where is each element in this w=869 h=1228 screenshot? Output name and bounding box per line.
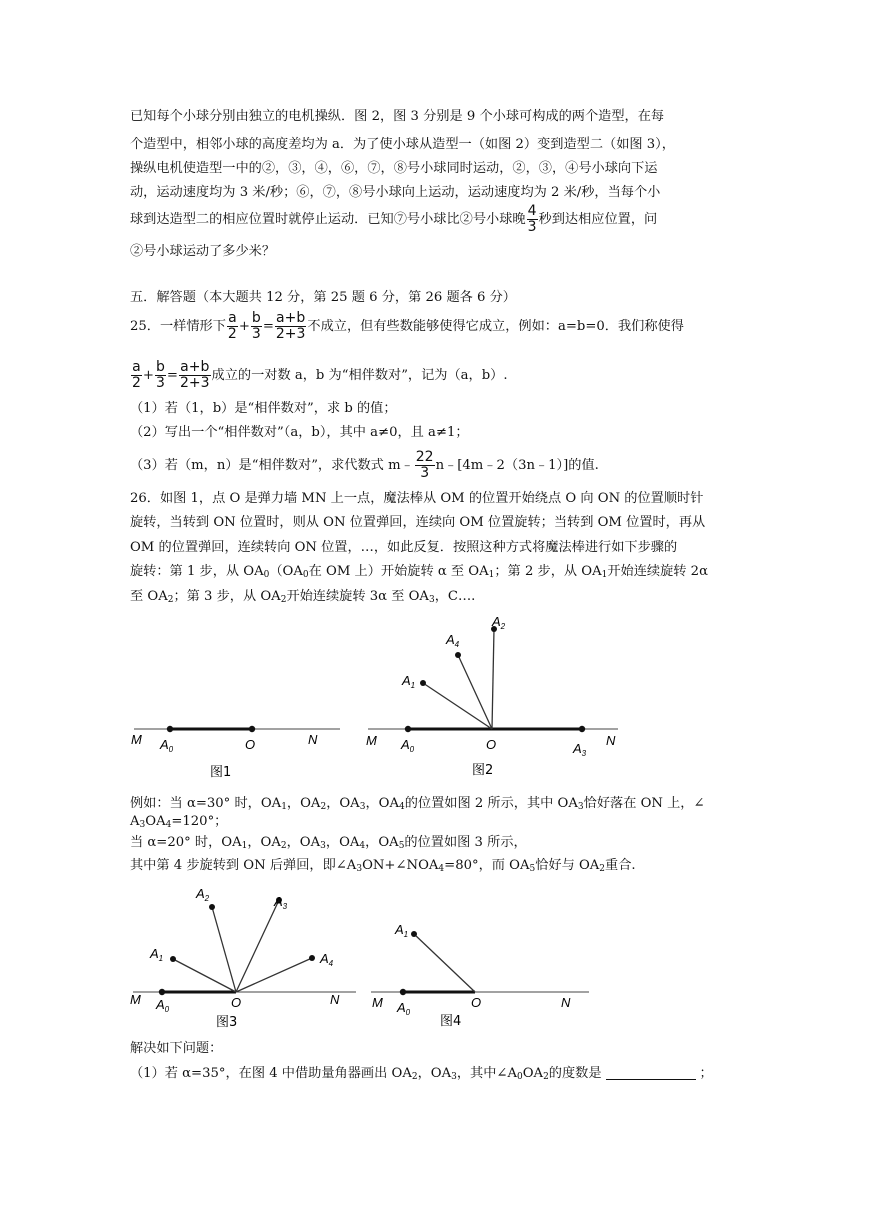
figure-3-caption: 图3	[216, 1015, 238, 1030]
example-line-4: 其中第 4 步旋转到 ON 后弹回，即$\angle A_3ON+\angle NOA_4=80^\circ$，而 $OA_5$恰好与 $OA_2$重合.	[130, 858, 636, 874]
svg-text:A0: $A_0$	[160, 737, 174, 754]
fraction-4-3: $\frac{4}{3}$	[527, 203, 537, 235]
p26-line-1: 26．如图 1，点 O 是弹力墙 MN 上一点，魔法棒从 OM 的位置开始绕点 O 向 ON 的位置顺时针	[130, 491, 704, 506]
svg-text:N: N	[561, 995, 571, 1010]
p25-question-3: （3）若（m，n）是“相伴数对”，求代数式 m﹣ $\frac{22}{3}$ n﹣[4m﹣2（3n﹣1）]的值.	[130, 449, 599, 481]
svg-text:A1: $A_1$	[402, 673, 416, 690]
svg-text:A0: $A_0$	[401, 737, 415, 754]
figure-4-caption: 图4	[440, 1014, 462, 1029]
solve-question-1: （1）若 α=35°，在图 4 中借助量角器画出 $OA_2$，$OA_3$，其中$\angle A_0OA_2$的度数是 ；	[130, 1066, 713, 1082]
svg-text:A1: $A_1$	[150, 946, 164, 963]
svg-text:A3: $A_3$	[274, 894, 288, 911]
p25-question-2: （2）写出一个“相伴数对”（a，b），其中 a≠0，且 a≠1；	[130, 425, 469, 440]
p24-line-1: 已知每个小球分别由独立的电机操纵．图 2，图 3 分别是 9 个小球可构成的两个造型，在每	[130, 109, 665, 124]
svg-text:O: O	[471, 995, 482, 1010]
figure-3	[128, 884, 360, 1032]
svg-text:M: M	[131, 732, 142, 747]
svg-text:O: O	[486, 737, 497, 752]
p25-line-2: $\frac{a}{2}$ + $\frac{b}{3}$ = $\frac{a+b}{2+3}$ 成立的一对数 a，b 为“相伴数对”，记为（a，b）.	[132, 359, 508, 391]
figure-2	[360, 612, 622, 782]
svg-text:A0: $A_0$	[397, 1000, 411, 1017]
p26-line-2: 旋转，当转到 ON 位置时，则从 ON 位置弹回，连续向 OM 位置旋转；当转到 OM 位置时，再从	[130, 515, 706, 530]
svg-text:A3: $A_3$	[573, 741, 587, 758]
svg-text:O: O	[245, 737, 256, 752]
p24-line-2: 个造型中，相邻小球的高度差均为 a．为了使小球从造型一（如图 2）变到造型二（如图 3），	[130, 137, 675, 152]
svg-text:A0: $A_0$	[156, 997, 170, 1014]
svg-text:M: M	[372, 995, 383, 1010]
example-line-1: 例如：当 α=30° 时，$OA_1$，$OA_2$，$OA_3$，$OA_4$的位置如图 2 所示，其中 $OA_3$恰好落在 ON 上，∠	[130, 796, 705, 812]
fraction-22-3: $\frac{22}{3}$	[415, 449, 434, 481]
svg-text:M: M	[366, 733, 377, 748]
svg-text:A4: $A_4$	[446, 632, 460, 649]
svg-text:A2: $A_2$	[492, 614, 506, 631]
svg-text:A2: $A_2$	[196, 886, 210, 903]
answer-blank[interactable]	[606, 1065, 696, 1080]
p24-line-5: 球到达造型二的相应位置时就停止运动．已知⑦号小球比②号小球晚 $\frac{4}{3}$ 秒到达相应位置，问	[130, 203, 658, 235]
p26-line-4: 旋转：第 1 步，从 $OA_0(OA_0$在 OM 上）开始旋转 α 至 $OA_1$；第 2 步，从 $OA_1$开始连续旋转 2α	[130, 564, 708, 580]
svg-text:N: N	[606, 733, 616, 748]
p24-line-4: 动，运动速度均为 3 米/秒；⑥，⑦，⑧号小球向上运动，运动速度均为 2 米/秒，当每个小	[130, 185, 661, 200]
svg-text:N: N	[308, 732, 318, 747]
section-heading: 五．解答题（本大题共 12 分，第 25 题 6 分，第 26 题各 6 分）	[130, 290, 516, 305]
figure-4	[365, 912, 593, 1032]
solve-title: 解决如下问题：	[130, 1041, 223, 1056]
p26-line-3: OM 的位置弹回，连续转向 ON 位置，…，如此反复．按照这种方式将魔法棒进行如下步骤的	[130, 540, 678, 555]
p25-question-1: （1）若（1，b）是“相伴数对”，求 b 的值；	[130, 401, 397, 416]
figure-2-caption: 图2	[472, 763, 494, 778]
example-line-3: 当 α=20° 时，$OA_1$，$OA_2$，$OA_3$，$OA_4$，$OA_5$的位置如图 3 所示，	[130, 835, 527, 851]
p24-line-3: 操纵电机使造型一中的②，③，④，⑥，⑦，⑧号小球同时运动，②，③，④号小球向下运	[130, 161, 658, 176]
svg-text:O: O	[231, 995, 242, 1010]
p25-line-1: 25．一样情形下 $\frac{a}{2}$ + $\frac{b}{3}$ = $\frac{a+b}{2+3}$ 不成立，但有些数能够使得它成立，例如：a=b=0．我们称使得	[130, 310, 684, 342]
svg-text:M: M	[130, 992, 141, 1007]
example-line-2: $A_3OA_4=120^\circ$；	[130, 814, 228, 830]
figure-1	[128, 712, 343, 784]
svg-text:A1: $A_1$	[395, 922, 409, 939]
figure-1-caption: 图1	[210, 765, 232, 780]
p26-line-5: 至 $OA_2$；第 3 步，从 $OA_2$开始连续旋转 3α 至 $OA_3$，C….	[130, 589, 476, 605]
svg-text:N: N	[330, 992, 340, 1007]
p24-line-6: ②号小球运动了多少米？	[130, 244, 276, 259]
svg-text:A4: $A_4$	[320, 951, 334, 968]
